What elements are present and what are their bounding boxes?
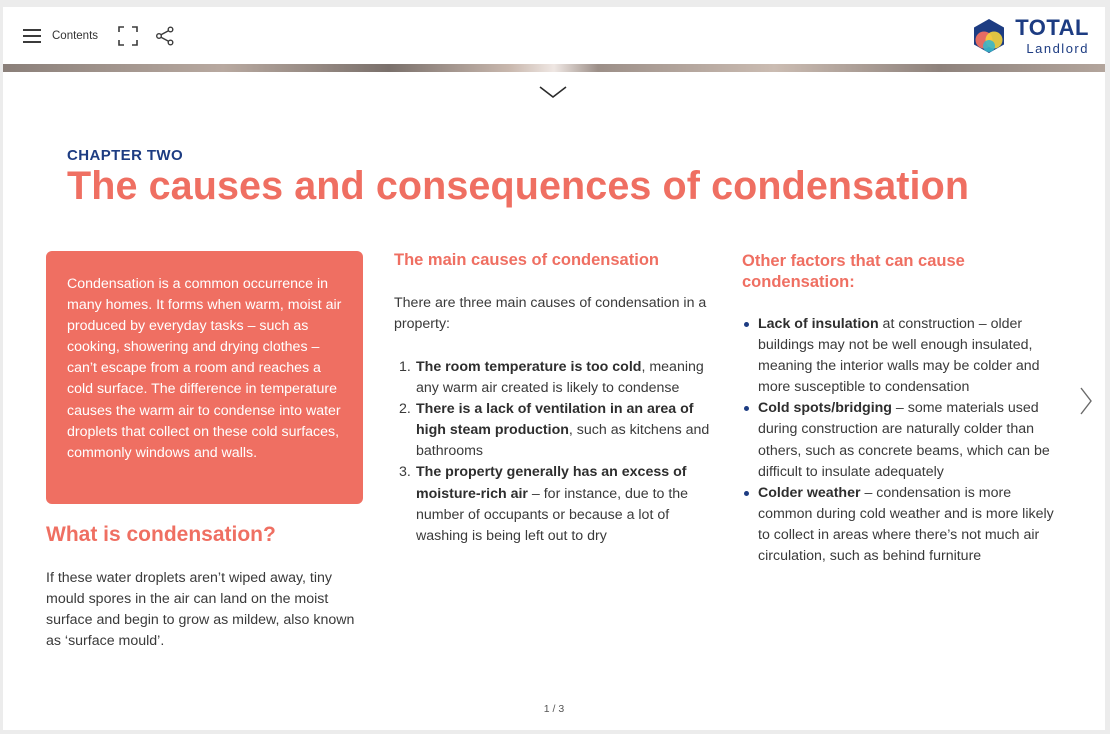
- main-causes-intro: There are three main causes of condensation in a property:: [394, 295, 707, 333]
- hamburger-menu-icon: [23, 29, 41, 43]
- main-causes-list: [394, 357, 719, 547]
- list-item-bold: Cold spots/bridging: [758, 400, 892, 417]
- other-factors-list: [742, 314, 1062, 567]
- chapter-label: CHAPTER TWO: [67, 147, 184, 164]
- list-item-bold: There is a lack of ventilation in an area of high steam production: [416, 401, 694, 439]
- list-item-bold: The property generally has an excess of moisture-rich air: [416, 464, 687, 502]
- list-number: 2.: [399, 401, 411, 418]
- what-is-condensation-body: If these water droplets aren’t wiped away, tiny mould spores in the air can land on the moist surface and begin to grow as mildew, also known as ‘surface mould’.: [46, 570, 355, 650]
- list-item: [394, 357, 719, 399]
- bullet-icon: [744, 406, 749, 411]
- contents-label: Contents: [52, 30, 99, 42]
- list-item: [394, 399, 719, 462]
- total-landlord-logo[interactable]: [972, 16, 1089, 56]
- fullscreen-button[interactable]: [118, 26, 138, 46]
- list-item-bold: The room temperature is too cold: [416, 359, 642, 375]
- next-page-chevron-icon[interactable]: [1079, 386, 1093, 416]
- logo-word-total: TOTAL: [1015, 15, 1089, 40]
- list-item-text: – for instance, due to the number of occupants or because a lot of washing is being left out to dry: [416, 485, 689, 544]
- logo-hexagon-icon: [972, 18, 1006, 54]
- list-item-text: , meaning any warm air created is likely to condense: [416, 359, 704, 397]
- list-number: 1.: [399, 359, 411, 375]
- other-factors-heading: Other factors that can cause condensation:: [742, 252, 965, 291]
- bullet-icon: [744, 491, 749, 496]
- top-toolbar: [3, 7, 1105, 64]
- contents-button[interactable]: [23, 26, 98, 46]
- document-viewer: [3, 7, 1105, 730]
- chapter-title: The causes and consequences of condensation: [67, 164, 970, 208]
- list-item-bold: Lack of insulation: [758, 316, 879, 332]
- list-item: [742, 398, 1062, 482]
- share-button[interactable]: [155, 26, 175, 46]
- list-item-bold: Colder weather: [758, 484, 861, 501]
- fullscreen-icon: [118, 26, 138, 46]
- list-item: [742, 314, 1062, 398]
- list-item-text: – some materials used during construction are naturally colder than others, such as concrete beams, which can be difficult to insulate adequately: [758, 400, 1050, 480]
- chevron-down-icon[interactable]: [538, 84, 568, 100]
- bullet-icon: [744, 322, 749, 327]
- list-item: [742, 483, 1062, 567]
- list-item-text: , such as kitchens and bathrooms: [416, 422, 710, 460]
- header-photo-strip: [3, 64, 1105, 72]
- what-is-condensation-heading: What is condensation?: [46, 523, 276, 546]
- list-item: [394, 462, 719, 546]
- callout-text: Condensation is a common occurrence in many homes. It forms when warm, moist air produced by everyday tasks – such as cooking, showering and drying clothes – can’t escape from a room and reaches a cold surface. The difference in temperature causes the warm air to condense into water droplets that collect on these cold surfaces, commonly windows and walls.: [67, 276, 342, 461]
- share-icon: [155, 26, 175, 46]
- page-counter: 1 / 3: [543, 703, 565, 715]
- list-item-text: – condensation is more common during cold weather and is more likely to collect in areas where there’s not much air circulation, such as behind furniture: [758, 484, 1054, 565]
- main-causes-heading: The main causes of condensation: [394, 251, 659, 269]
- list-number: 3.: [399, 464, 411, 481]
- logo-word-landlord: Landlord: [1026, 41, 1089, 56]
- intro-callout-box: [46, 251, 363, 504]
- list-item-text: at construction – older buildings may not be well enough insulated, meaning the interior walls may be colder and more susceptible to condensation: [758, 316, 1040, 396]
